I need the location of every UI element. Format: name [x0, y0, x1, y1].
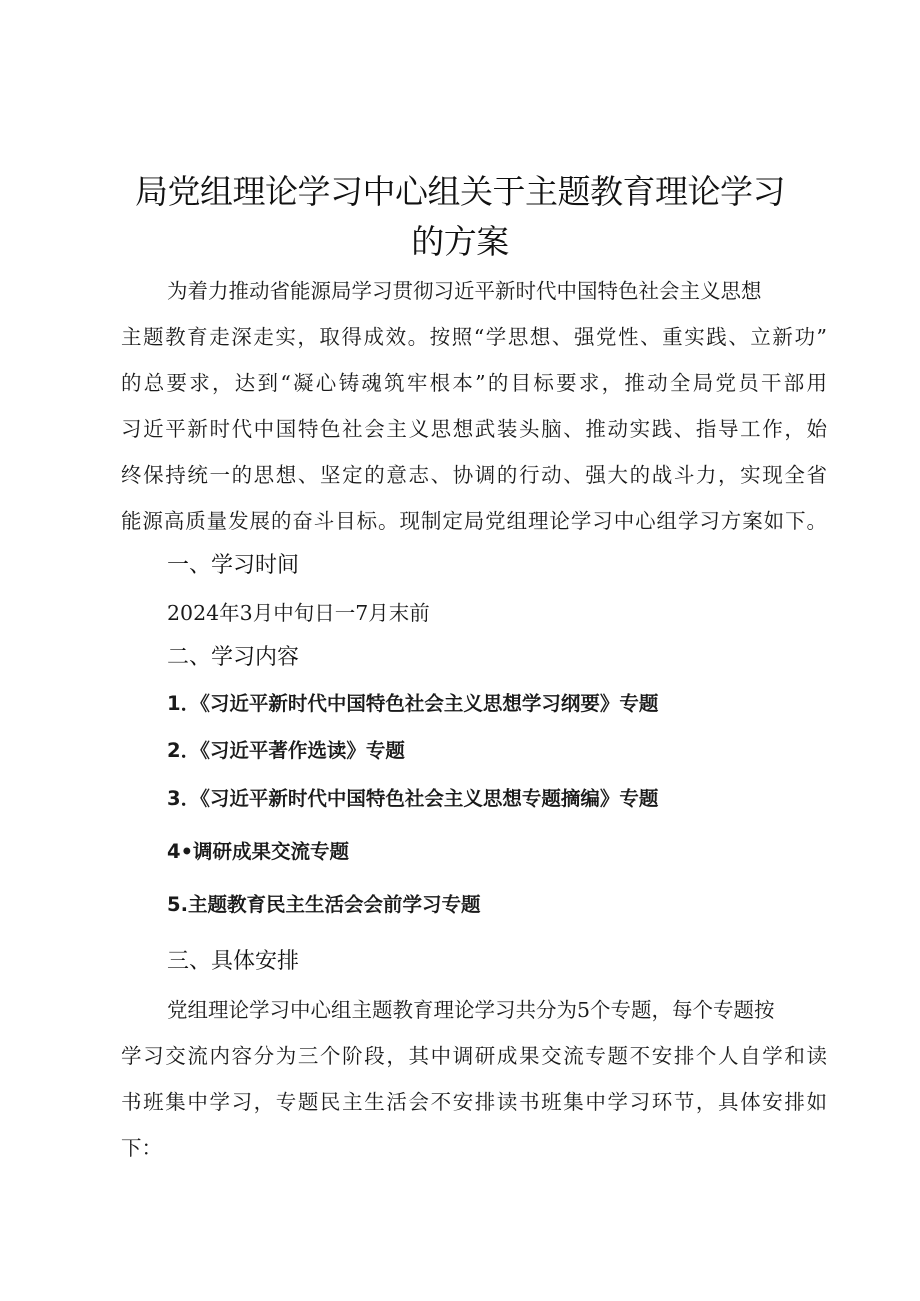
study-time-value: 2024年3月中旬日一7月末前 [167, 601, 430, 625]
content-item-5: 5.主题教育民主生活会会前学习专题 [167, 893, 481, 916]
intro-line-1: 为着力推动省能源局学习贯彻习近平新时代中国特色社会主义思想 [167, 279, 762, 303]
section-heading-arrangement: 三、具体安排 [167, 949, 300, 974]
content-item-3: 3．《习近平新时代中国特色社会主义思想专题摘编》专题 [167, 787, 659, 810]
content-item-2: 2．《习近平著作选读》专题 [167, 739, 405, 762]
section-heading-study-time: 一、学习时间 [167, 553, 300, 578]
section-heading-study-content: 二、学习内容 [167, 645, 300, 670]
document-title-line-1: 局党组理论学习中心组关于主题教育理论学习 [135, 172, 785, 211]
intro-line-4: 习近平新时代中国特色社会主义思想武装头脑、推动实践、指导工作，始 [121, 417, 827, 441]
arrangement-line-2: 学习交流内容分为三个阶段，其中调研成果交流专题不安排个人自学和读 [121, 1044, 827, 1068]
arrangement-line-4: 下： [121, 1136, 162, 1160]
intro-line-2: 主题教育走深走实，取得成效。按照“学思想、强党性、重实践、立新功” [121, 325, 827, 349]
intro-line-3: 的总要求，达到“凝心铸魂筑牢根本”的目标要求，推动全局党员干部用 [121, 371, 827, 395]
arrangement-line-3: 书班集中学习，专题民主生活会不安排读书班集中学习环节，具体安排如 [121, 1090, 827, 1114]
document-title-line-2: 的方案 [411, 222, 509, 261]
content-item-4: 4•调研成果交流专题 [167, 840, 350, 863]
arrangement-line-1: 党组理论学习中心组主题教育理论学习共分为5个专题，每个专题按 [167, 998, 775, 1022]
content-item-1: 1．《习近平新时代中国特色社会主义思想学习纲要》专题 [167, 692, 659, 715]
intro-line-6: 能源高质量发展的奋斗目标。现制定局党组理论学习中心组学习方案如下。 [121, 509, 827, 533]
intro-line-5: 终保持统一的思想、坚定的意志、协调的行动、强大的战斗力，实现全省 [121, 463, 827, 487]
